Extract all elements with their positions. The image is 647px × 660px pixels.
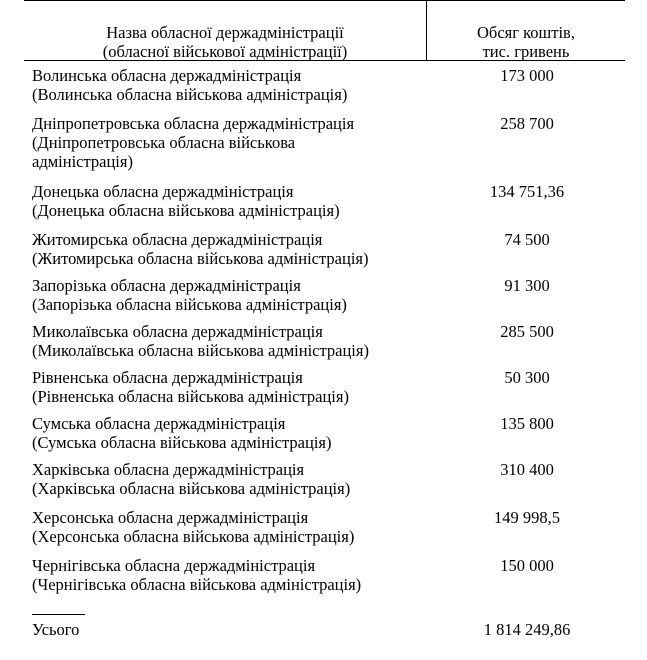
region-amount: 285 500 [500,322,554,341]
header-amount-column [427,1,625,61]
region-amount: 150 000 [500,556,554,575]
region-name [32,508,402,546]
header-amount-line-1: Обсяг коштів, [477,23,575,42]
region-name-line: (Волинська обласна військова адміністрація) [32,85,348,104]
region-amount: 135 800 [500,414,554,433]
region-name [32,66,402,104]
header-amount-line-2: тис. гривень [482,42,570,61]
region-amount: 50 300 [504,368,550,387]
region-name [32,460,402,498]
region-name-line: (Херсонська обласна військова адміністрація) [32,527,355,546]
region-name [32,230,402,268]
region-amount: 173 000 [500,66,554,85]
region-name-line: Донецька обласна держадміністрація [32,182,294,201]
region-amount: 134 751,36 [489,182,565,201]
table-header [24,0,625,61]
region-name-line: (Сумська обласна військова адміністрація) [32,433,332,452]
region-name-line: Миколаївська обласна держадміністрація [32,322,323,341]
region-name [32,322,402,360]
region-name-line: Волинська обласна держадміністрація [32,66,302,85]
region-name-line: Рівненська обласна держадміністрація [32,368,303,387]
region-name-line: Чернігівська обласна держадміністрація [32,556,316,575]
region-name-line: (Харківська обласна військова адміністрація) [32,479,351,498]
region-name-line: (Донецька обласна військова адміністрація) [32,201,340,220]
region-name-line: адміністрація) [32,152,133,171]
header-name-line-2: (обласної військової адміністрації) [102,42,348,61]
region-name-line: (Запорізька обласна військова адміністрація) [32,295,347,314]
region-amount: 258 700 [500,114,554,133]
region-name [32,414,402,452]
region-amount: 91 300 [504,276,550,295]
region-name [32,276,402,314]
total-separator [32,614,85,615]
region-amount: 149 998,5 [494,508,560,527]
region-name-line: Херсонська обласна держадміністрація [32,508,309,527]
header-name-line-1: Назва обласної держадміністрації [106,23,344,42]
region-amount: 310 400 [500,460,554,479]
region-name-line: Житомирська обласна держадміністрація [32,230,323,249]
total-amount: 1 814 249,86 [483,620,571,639]
region-name-line: Дніпропетровська обласна держадміністрація [32,114,355,133]
region-name-line: (Чернігівська обласна військова адміністрація) [32,575,362,594]
total-label: Усього [32,620,80,639]
region-name [32,368,402,406]
region-name [32,556,402,594]
region-name [32,182,402,220]
region-name-line: (Житомирська обласна військова адміністрація) [32,249,369,268]
region-name-line: (Миколаївська обласна військова адміністрація) [32,341,369,360]
region-name-line: (Рівненська обласна військова адміністрація) [32,387,349,406]
region-name-line: (Дніпропетровська обласна військова [32,133,296,152]
region-name-line: Харківська обласна держадміністрація [32,460,305,479]
region-name-line: Запорізька обласна держадміністрація [32,276,301,295]
region-name [32,114,402,171]
header-name-column [24,1,427,61]
region-amount: 74 500 [504,230,550,249]
region-name-line: Сумська обласна держадміністрація [32,414,286,433]
